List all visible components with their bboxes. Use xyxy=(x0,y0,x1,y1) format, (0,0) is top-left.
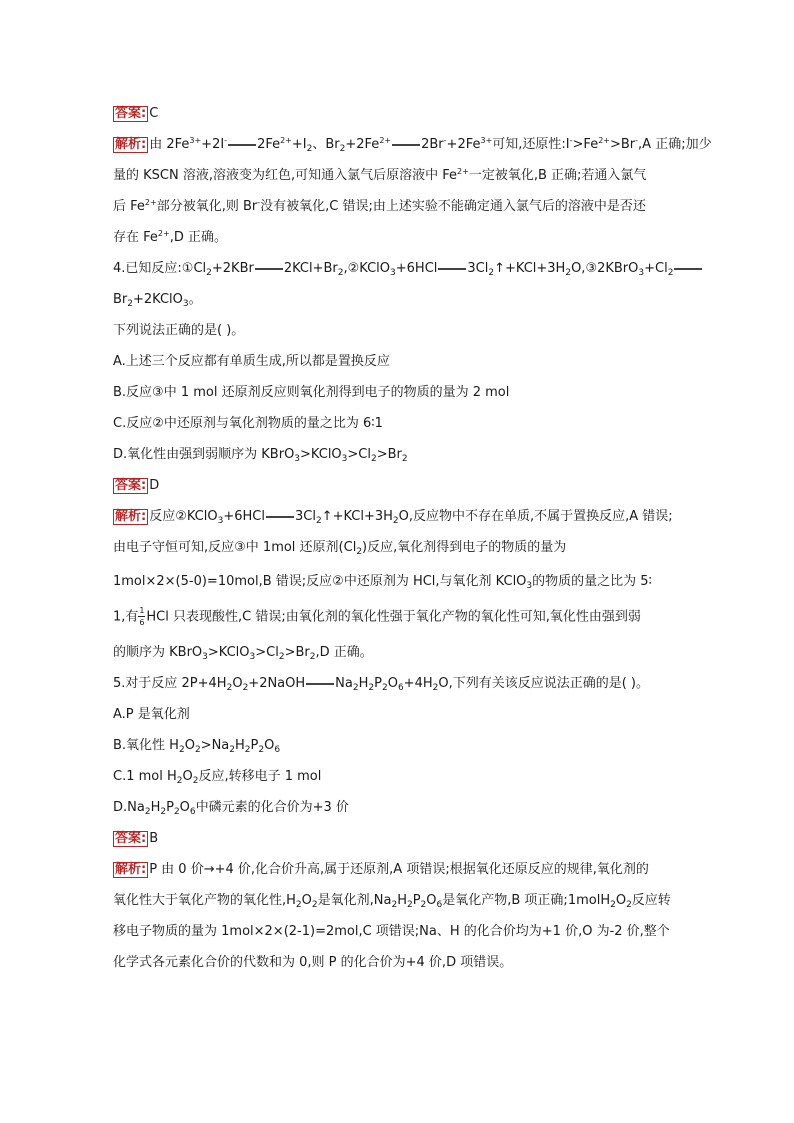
text-run: P xyxy=(250,738,259,753)
superscript: 3+ xyxy=(189,136,202,145)
equation-equals-bar xyxy=(674,268,702,270)
equation-equals-bar xyxy=(306,683,334,685)
text-run: 5.对于反应 2P+4H xyxy=(113,676,227,691)
text-run: H xyxy=(397,893,407,908)
subscript: 2 xyxy=(144,807,151,817)
text-run: 存在 Fe xyxy=(113,230,158,245)
subscript: 2 xyxy=(315,516,322,526)
question-5-line-1 xyxy=(113,676,693,692)
analysis-line-5c: 移电子物质的量为 1mol×2×(2-1)=2mol,C 项错误;Na、H 的化合价均为+1 价,O 为-2 价,整个 xyxy=(113,924,670,939)
text-run: +2Fe xyxy=(345,137,380,152)
question-5-option-d xyxy=(113,800,693,816)
subscript: 2 xyxy=(295,900,302,910)
text-run: 4.已知反应:①Cl xyxy=(113,261,207,276)
question-4-line-1 xyxy=(113,261,693,277)
equation-equals-bar xyxy=(438,268,466,270)
analysis-line-4b xyxy=(113,540,693,556)
text-run: B.氧化性 H xyxy=(113,738,179,753)
subscript: 6 xyxy=(436,900,443,910)
subscript: 2 xyxy=(392,516,399,526)
text-run: 3Cl xyxy=(294,509,316,524)
analysis-line-4d xyxy=(113,606,693,627)
question-5-option-b xyxy=(113,738,693,754)
equation-equals-bar xyxy=(228,144,256,146)
subscript: 2 xyxy=(178,745,185,755)
superscript: - xyxy=(569,136,573,145)
answer-line-1 xyxy=(113,106,693,122)
text-run: O xyxy=(182,769,193,784)
subscript: 2 xyxy=(229,745,235,755)
text-run: 1 xyxy=(139,606,145,615)
subscript: 2 xyxy=(244,745,251,755)
equation-equals-bar xyxy=(266,516,294,518)
superscript: 2+ xyxy=(157,229,170,238)
subscript: 3 xyxy=(182,299,189,309)
superscript: 2+ xyxy=(598,136,610,145)
text-run: 可知,还原性:I xyxy=(492,137,570,152)
subscript: 2 xyxy=(192,776,199,786)
text-run: +Cl xyxy=(644,261,668,276)
text-run: 的顺序为 KBrO xyxy=(113,645,203,660)
text-run: O xyxy=(184,738,195,753)
question-5-option-a: A.P 是氧化剂 xyxy=(113,707,190,722)
text-run: ,D 正确。 xyxy=(169,230,227,245)
subscript: 2 xyxy=(610,900,616,910)
analysis-line-1d xyxy=(113,230,693,246)
text-run: 后 Fe xyxy=(113,199,145,214)
text-run: 反应,转移电子 1 mol xyxy=(198,769,322,784)
text-run: D.Na xyxy=(113,800,145,815)
text-run: +6HCl xyxy=(223,509,265,524)
subscript: 2 xyxy=(309,652,316,662)
text-run: >KClO xyxy=(207,645,250,660)
text-run: 3Cl xyxy=(467,261,489,276)
analysis-label: 解析: xyxy=(115,137,147,152)
text-run: H xyxy=(358,676,369,691)
text-run: 2Fe xyxy=(257,137,281,152)
analysis-line-5a xyxy=(113,862,693,878)
text-run: >Cl xyxy=(347,447,371,462)
subscript: 3 xyxy=(249,652,256,662)
text-run: 是氧化剂,Na xyxy=(317,893,392,908)
text-run: >Cl xyxy=(255,645,279,660)
text-run: P xyxy=(412,893,421,908)
text-run: +6HCl xyxy=(395,261,438,276)
superscript: 2+ xyxy=(379,136,392,145)
text-run: O xyxy=(615,893,627,908)
superscript: 2+ xyxy=(280,136,292,145)
text-run: 氧化性大于氧化产物的氧化性,H xyxy=(113,893,296,908)
subscript: 2 xyxy=(194,745,201,755)
text-run: +4H xyxy=(403,676,433,691)
text-run: >Br xyxy=(610,137,636,152)
text-run: 、Br xyxy=(312,137,340,152)
text-run: >Na xyxy=(200,738,230,753)
subscript: 3 xyxy=(294,454,301,464)
text-run: 由 2Fe xyxy=(149,137,190,152)
analysis-line-1a xyxy=(113,136,712,154)
answer-label: 答案: xyxy=(115,831,147,846)
subscript: 3 xyxy=(390,268,396,278)
question-4-stem: 下列说法正确的是( )。 xyxy=(113,323,245,338)
text-run: 反应转 xyxy=(631,893,671,908)
subscript: 2 xyxy=(371,454,377,464)
subscript: 2 xyxy=(127,299,133,309)
subscript: 2 xyxy=(381,683,388,693)
text-run: O,③2KBrO xyxy=(571,261,639,276)
subscript: 2 xyxy=(176,776,183,786)
text-run: 量的 KSCN 溶液,溶液变为红色,可知通入氯气后原溶液中 Fe xyxy=(113,168,458,183)
question-4-line-2 xyxy=(113,292,693,308)
subscript: 3 xyxy=(341,454,348,464)
equation-equals-bar xyxy=(392,144,420,146)
subscript: 2 xyxy=(160,807,167,817)
subscript: 2 xyxy=(391,900,398,910)
text-run: 没有被氧化,C 错误;由上述实验不能确定通入氯气后的溶液中是否还 xyxy=(260,199,646,214)
superscript: - xyxy=(635,136,639,145)
subscript: 6 xyxy=(274,745,281,755)
text-run: 的物质的量之比为 5∶ xyxy=(532,574,652,589)
text-run: P xyxy=(374,676,382,691)
text-run: +2KBr xyxy=(211,261,254,276)
text-run: ,D 正确。 xyxy=(315,645,373,660)
superscript: 2+ xyxy=(144,198,157,207)
subscript: 2 xyxy=(306,144,313,154)
subscript: 2 xyxy=(311,900,318,910)
text-run: H xyxy=(235,738,245,753)
text-run: 1,有 xyxy=(113,609,139,625)
text-run: O xyxy=(179,800,190,815)
text-run: ↑+KCl+3H xyxy=(494,261,566,276)
subscript: 2 xyxy=(173,807,180,817)
subscript: 2 xyxy=(352,683,359,693)
text-run: 2Br xyxy=(421,137,444,152)
superscript: - xyxy=(257,198,261,207)
subscript: 6 xyxy=(189,807,196,817)
subscript: 3 xyxy=(526,581,533,591)
text-run: 中磷元素的化合价为+3 价 xyxy=(195,800,349,815)
subscript: 2 xyxy=(420,900,427,910)
answer-label: 答案: xyxy=(115,478,147,493)
analysis-line-1b xyxy=(113,168,693,184)
text-run: >KClO xyxy=(300,447,342,462)
text-run: ↑+KCl+3H xyxy=(321,509,393,524)
text-run: +2Fe xyxy=(446,137,481,152)
text-run: 由电子守恒可知,反应③中 1mol 还原剂(Cl xyxy=(113,540,357,555)
text-run: O xyxy=(301,893,312,908)
text-run: Na xyxy=(335,676,353,691)
text-run: ,②KClO xyxy=(343,261,391,276)
text-run: O xyxy=(426,893,437,908)
text-run: O,反应物中不存在单质,不属于置换反应,A 错误; xyxy=(398,509,673,524)
subscript: 6 xyxy=(397,683,404,693)
text-run: Br xyxy=(113,292,128,307)
subscript: 2 xyxy=(565,268,572,278)
superscript: 2+ xyxy=(457,167,469,176)
subscript: 3 xyxy=(217,516,224,526)
text-run: B xyxy=(149,831,159,846)
question-4-option-a: A.上述三个反应都有单质生成,所以都是置换反应 xyxy=(113,354,390,369)
answer-line-4 xyxy=(113,478,693,494)
text-run: +2KClO xyxy=(133,292,183,307)
analysis-label: 解析: xyxy=(115,862,147,877)
subscript: 2 xyxy=(339,144,346,154)
subscript: 3 xyxy=(202,652,208,662)
subscript: 2 xyxy=(278,652,285,662)
superscript: 3+ xyxy=(480,136,493,145)
text-run: HCl 只表现酸性,C 错误;由氧化剂的氧化性强于氧化产物的氧化性可知,氧化性由强到弱 xyxy=(146,609,641,625)
text-run: 反应②KClO xyxy=(149,509,218,524)
text-run: 部分被氧化,则 Br xyxy=(156,199,258,214)
text-run: 2KCl+Br xyxy=(283,261,338,276)
analysis-line-4a xyxy=(113,509,693,525)
text-run: D xyxy=(149,478,160,493)
answer-line-5 xyxy=(113,831,693,847)
subscript: 2 xyxy=(258,745,265,755)
question-5-option-c xyxy=(113,769,693,785)
text-run: 1mol×2×(5-0)=10mol,B 错误;反应②中还原剂为 HCl,与氧化剂 KClO xyxy=(113,574,527,589)
text-run: O,下列有关该反应说法正确的是( )。 xyxy=(438,676,650,691)
superscript: - xyxy=(224,136,228,145)
text-run: +2I xyxy=(201,137,225,152)
analysis-line-1c xyxy=(113,199,693,215)
analysis-line-4e xyxy=(113,645,693,661)
text-run: P xyxy=(166,800,174,815)
analysis-line-4c xyxy=(113,574,693,590)
subscript: 2 xyxy=(206,268,212,278)
text-run: C.1 mol H xyxy=(113,769,177,784)
text-run: 6 xyxy=(139,618,145,627)
question-4-option-d xyxy=(113,447,693,463)
text-run: P 由 0 价→+4 价,化合价升高,属于还原剂,A 项错误;根据氧化还原反应的规律,氧化剂的 xyxy=(149,862,649,877)
subscript: 2 xyxy=(226,683,233,693)
subscript: 2 xyxy=(242,683,249,693)
text-run: >Br xyxy=(284,645,310,660)
text-run: O xyxy=(264,738,275,753)
analysis-label: 解析: xyxy=(115,509,147,524)
text-run: O xyxy=(387,676,398,691)
subscript: 2 xyxy=(488,268,495,278)
subscript: 2 xyxy=(401,454,408,464)
text-run: >Fe xyxy=(572,137,599,152)
subscript: 2 xyxy=(432,683,439,693)
subscript: 2 xyxy=(337,268,344,278)
analysis-line-5d: 化学式各元素化合价的代数和为 0,则 P 的化合价为+4 价,D 项错误。 xyxy=(113,955,513,970)
fraction-one-sixth xyxy=(138,606,146,627)
superscript: - xyxy=(443,136,447,145)
text-run: +2NaOH xyxy=(248,676,306,691)
question-4-option-c: C.反应②中还原剂与氧化剂物质的量之比为 6∶1 xyxy=(113,416,383,431)
text-run: D.氧化性由强到弱顺序为 KBrO xyxy=(113,447,295,462)
analysis-line-5b xyxy=(113,893,693,909)
subscript: 3 xyxy=(638,268,645,278)
subscript: 2 xyxy=(356,547,363,557)
text-run: H xyxy=(150,800,161,815)
text-run: >Br xyxy=(376,447,402,462)
equation-equals-bar xyxy=(255,268,283,270)
text-run: +I xyxy=(291,137,307,152)
text-run: )反应,氧化剂得到电子的物质的量为 xyxy=(362,540,567,555)
text-run: 一定被氧化,B 正确;若通入氯气 xyxy=(468,168,647,183)
text-run: O xyxy=(232,676,243,691)
text-run: ,A 正确;加少 xyxy=(638,137,712,152)
text-run: 是氧化产物,B 项正确;1molH xyxy=(442,893,611,908)
subscript: 2 xyxy=(626,900,632,910)
subscript: 2 xyxy=(406,900,413,910)
answer-label: 答案: xyxy=(115,106,147,121)
text-run: 。 xyxy=(188,292,202,307)
question-4-option-b: B.反应③中 1 mol 还原剂反应则氧化剂得到电子的物质的量为 2 mol xyxy=(113,385,510,400)
subscript: 2 xyxy=(667,268,674,278)
subscript: 2 xyxy=(368,683,375,693)
text-run: C xyxy=(149,106,159,121)
